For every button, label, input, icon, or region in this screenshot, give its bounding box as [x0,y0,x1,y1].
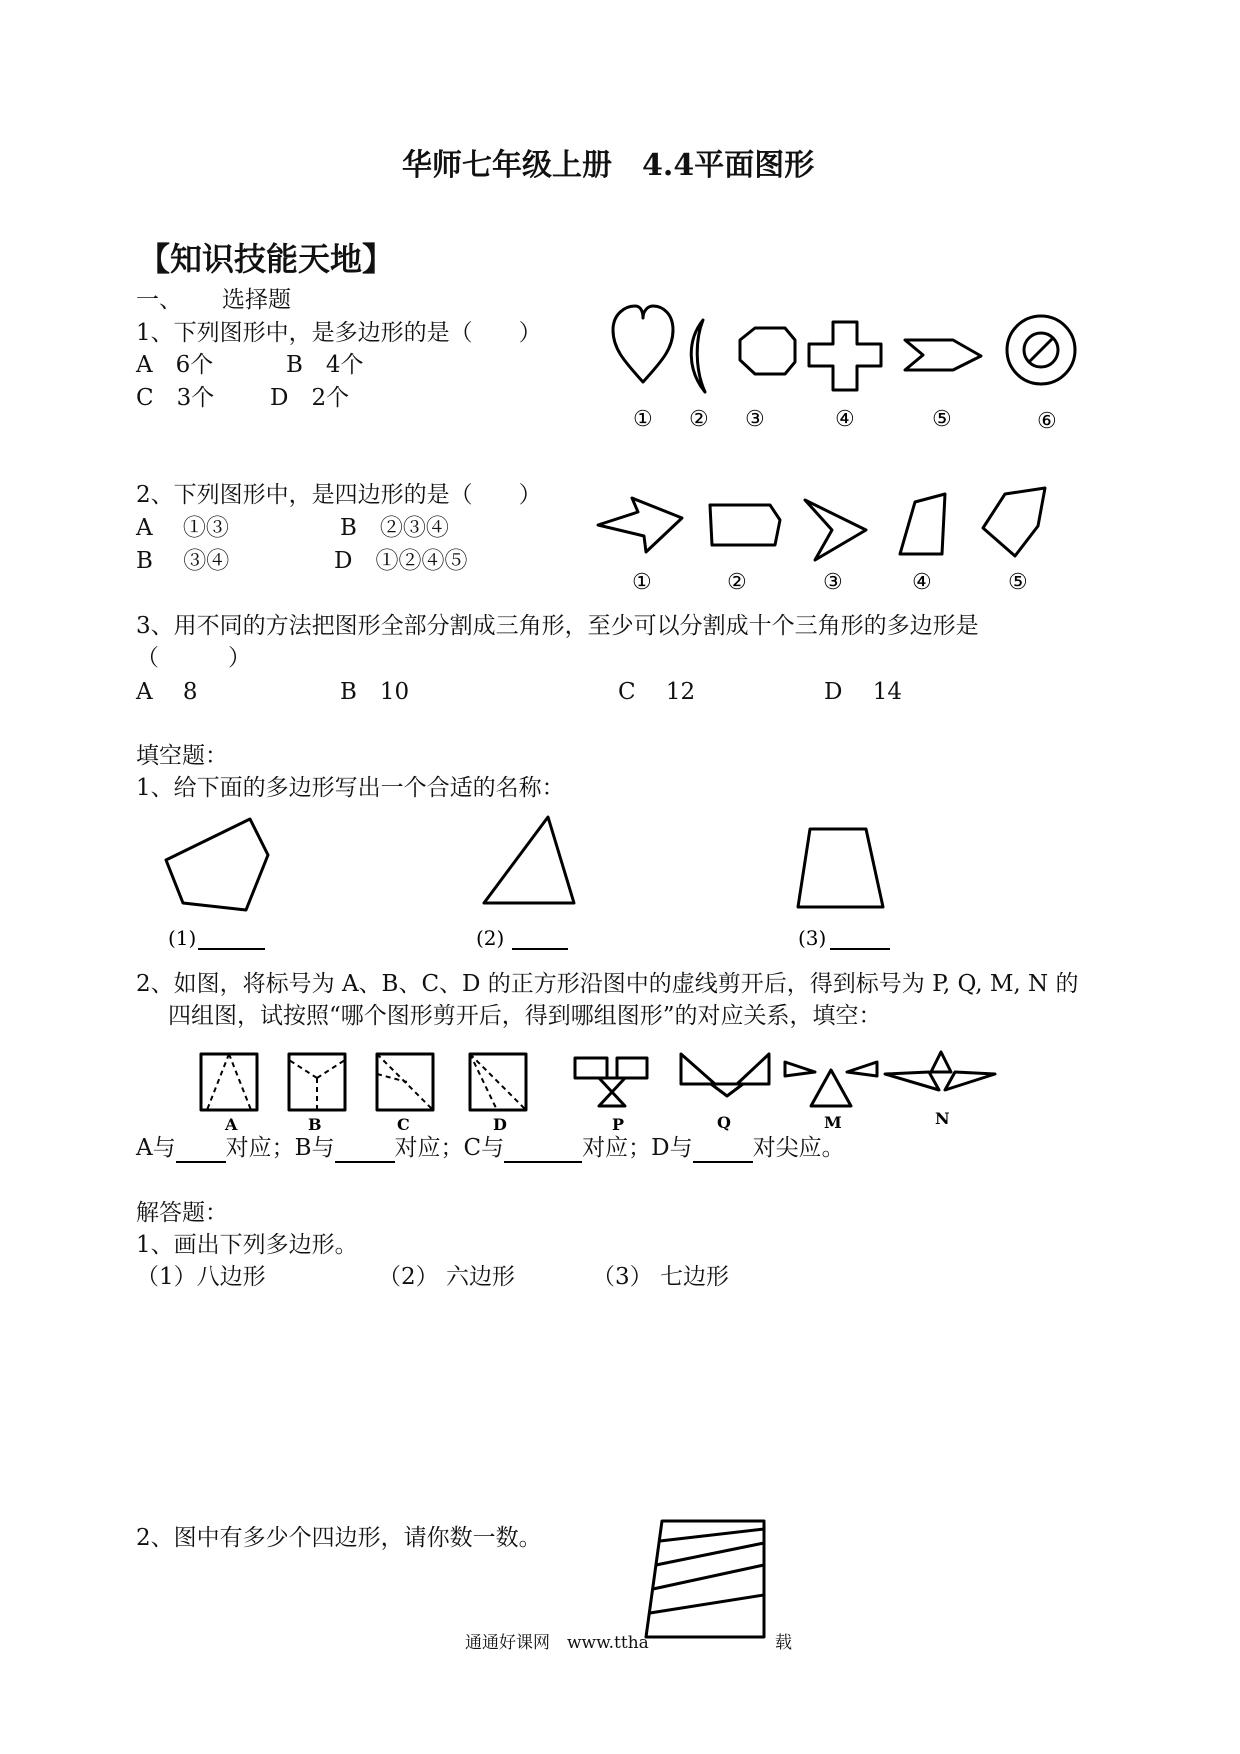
q1-figure-label: ③ [745,407,765,432]
cross-shape [809,322,881,390]
fill-q1-label: (2) [476,926,505,950]
square-label: A [225,1115,238,1134]
footer-right: 载 [775,1633,792,1653]
q2-text: 2、下列图形中，是四边形的是（ ） [136,482,542,508]
square-label: B [308,1115,322,1134]
fill-q2-answers [136,1133,845,1163]
q2-figure-label: ⑤ [1008,570,1028,595]
q1-text: 1、下列图形中，是多边形的是（ ） [136,320,542,346]
heart-shape [613,306,673,382]
answer-c-label: 对应；C与 [394,1135,505,1161]
part3-heading: 解答题： [136,1200,228,1226]
fill-q2-line1: 2、如图，将标号为 A、B、C、D 的正方形沿图中的虚线剪开后，得到标号为 P, Q, M, N 的 [136,971,1079,997]
q3-option-c: C 12 [618,679,696,705]
arrow-shape [598,498,682,552]
answer-d-blank[interactable] [693,1137,753,1163]
q1-option-d: D 2个 [270,385,350,411]
solve-q1-item1: （1）八边形 [136,1264,266,1290]
fill-q1-label: (1) [168,926,197,950]
polygon-shape [740,328,795,374]
q2-option-b: B ②③④ [340,515,449,541]
square-label: D [493,1115,507,1134]
page-title: 华师七年级上册 4.4平面图形 [402,148,815,183]
piece-label: Q [717,1113,731,1132]
solve-q1-item2: （2） 六边形 [378,1264,515,1290]
trapezoid-shape [710,505,780,545]
fill-q2-figure [195,1048,1005,1138]
q2-figure-label: ④ [912,570,932,595]
q3-option-d: D 14 [824,679,903,705]
q2-option-a: A ①③ [136,515,229,541]
crescent-shape [691,320,705,392]
square-a [201,1054,257,1110]
triangle-shape [484,817,574,903]
part1-heading: 选择题 [222,287,291,313]
piece-label: P [612,1115,625,1134]
fill-q2-line2: 四组图，试按照“哪个图形剪开后，得到哪组图形”的对应关系，填空： [168,1003,882,1029]
piece-label: N [935,1109,950,1128]
q2-figure-label: ③ [823,570,843,595]
solve-q2-text: 2、图中有多少个四边形，请你数一数。 [136,1525,542,1551]
q2-option-d: D ①②④⑤ [334,548,468,574]
answer-end-label: 对尖应。 [752,1135,845,1161]
answer-a-label: A与 [136,1135,176,1161]
part2-heading: 填空题： [136,743,228,769]
piece-label: M [824,1113,842,1132]
piece-m [785,1062,815,1076]
fill-q1-label: (3) [798,926,827,950]
fill-q1-figure [138,805,918,960]
q1-option-c: C 3个 [136,385,215,411]
q1-figure-label: ⑤ [932,407,952,432]
dart-shape [805,500,866,560]
answer-d-label: 对应；D与 [582,1135,693,1161]
piece-q [681,1054,715,1084]
q3-option-a: A 8 [136,679,198,705]
q1-option-a: A 6个 [136,352,214,378]
q1-figure-label: ① [633,407,653,432]
square-label: C [397,1115,410,1134]
q2-figure-label: ② [727,570,747,595]
q2-figure [590,480,1060,600]
piece-p [575,1058,607,1078]
footer-left: 通通好课网 www.ttha [465,1633,649,1653]
answer-c-blank[interactable] [504,1137,582,1163]
q1-figure [605,300,1075,435]
solve-q2-figure [640,1515,775,1645]
solve-q1-text: 1、画出下列多边形。 [136,1232,358,1258]
fill-q1-text: 1、给下面的多边形写出一个合适的名称： [136,775,565,801]
q1-option-b: B 4个 [286,352,364,378]
q3-option-b: B 10 [340,679,410,705]
piece-n [885,1072,939,1090]
answer-b-label: 对应；B与 [225,1135,335,1161]
trapezoid-shape [798,829,883,907]
q3-text: 3、用不同的方法把图形全部分割成三角形，至少可以分割成十个三角形的多边形是 [136,613,979,639]
chevron-shape [905,340,981,370]
pentagon-shape [166,819,268,910]
answer-b-blank[interactable] [335,1137,395,1163]
q2-figure-label: ① [632,570,652,595]
q1-figure-label: ⑥ [1037,409,1057,434]
section-heading: 【知识技能天地】 [138,240,395,278]
part1-number: 一、 [136,287,182,313]
answer-a-blank[interactable] [176,1137,226,1163]
q1-figure-label: ④ [835,407,855,432]
q2-option-c: B ③④ [136,548,230,574]
pentagon-shape [983,488,1045,556]
q3-paren: （ ） [136,645,251,671]
q1-figure-label: ② [689,407,709,432]
quadrilateral-shape [900,494,945,554]
solve-q1-item3: （3） 七边形 [592,1264,729,1290]
